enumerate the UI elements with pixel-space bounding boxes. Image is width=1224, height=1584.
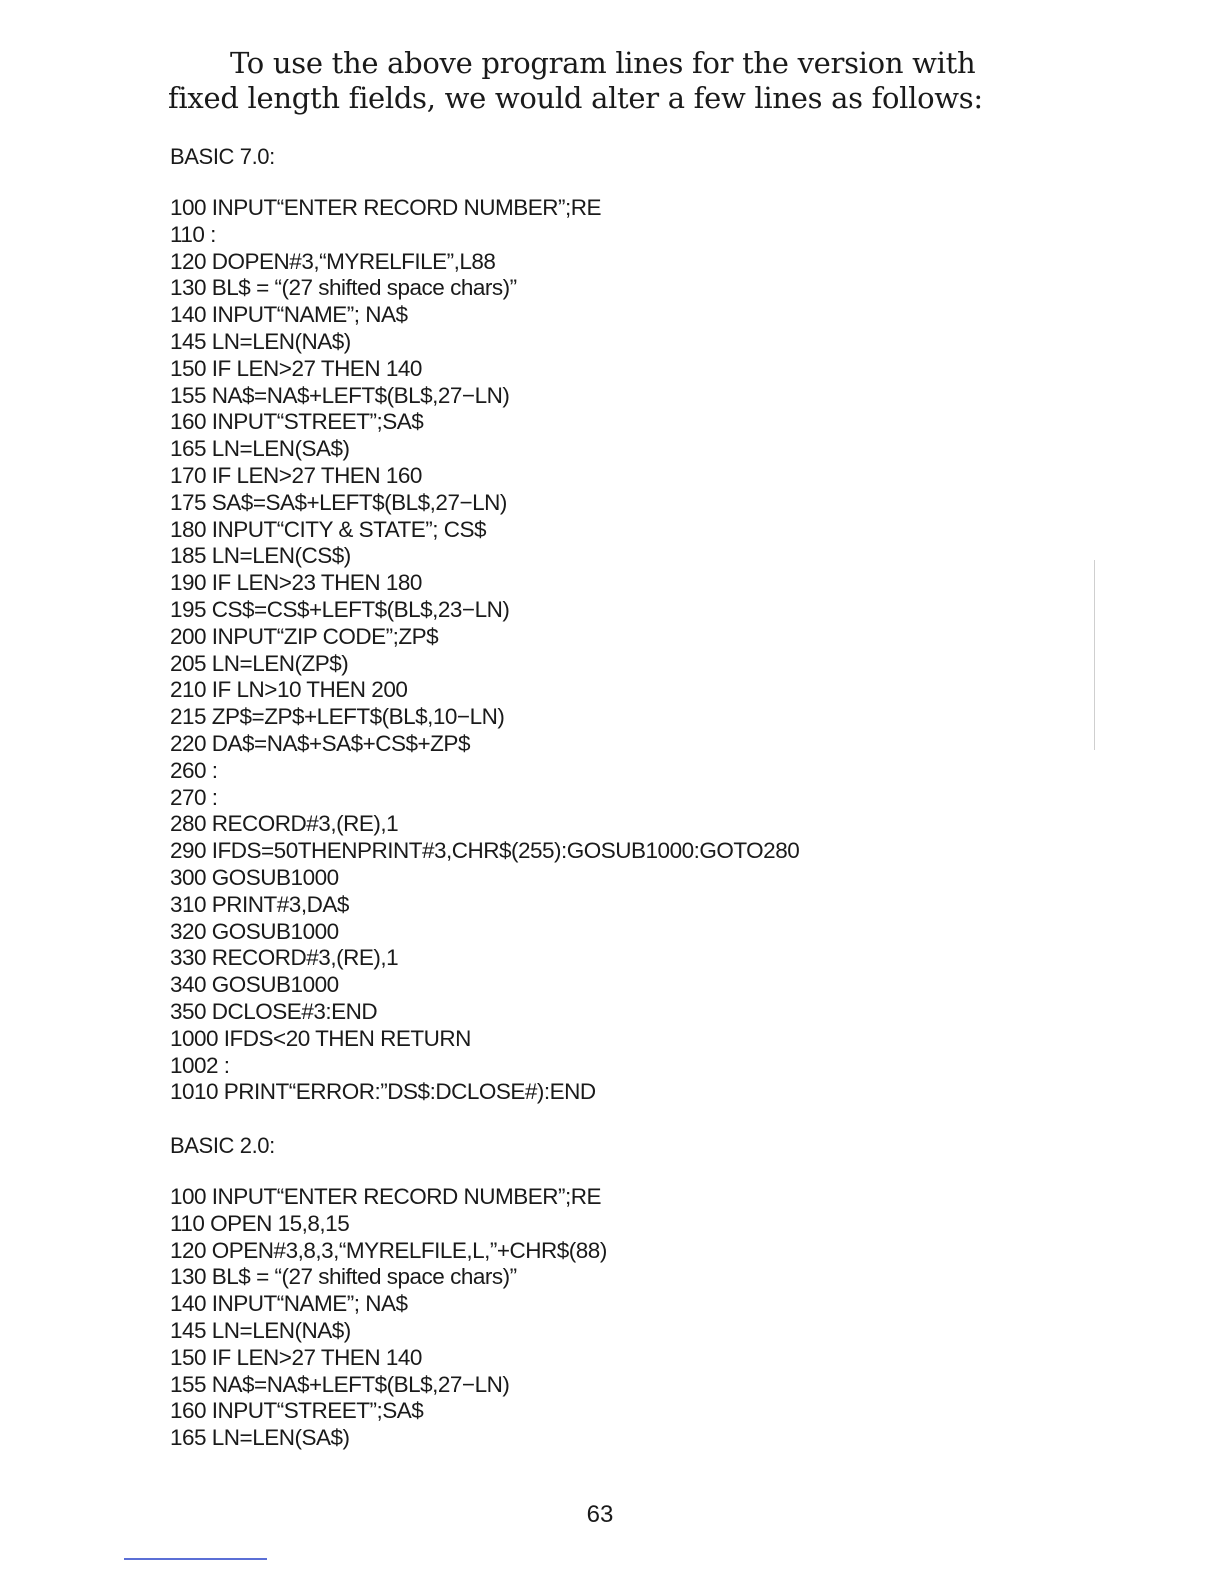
code-line: 260 : bbox=[170, 757, 218, 783]
code-line: 310 PRINT#3,DA$ bbox=[170, 891, 349, 917]
basic20-heading: BASIC 2.0: bbox=[170, 1133, 275, 1158]
code-line: 140 INPUT“NAME”; NA$ bbox=[170, 1291, 408, 1317]
code-line: 150 IF LEN>27 THEN 140 bbox=[170, 355, 422, 381]
code-line: 165 LN=LEN(SA$) bbox=[170, 1425, 350, 1451]
code-line: 190 IF LEN>23 THEN 180 bbox=[170, 570, 422, 596]
code-line: 330 RECORD#3,(RE),1 bbox=[170, 945, 399, 971]
intro-text: To use the above program lines for the version with fixed length fields, we would alter a few lines as follows: bbox=[168, 46, 983, 115]
code-line: 130 BL$ = “(27 shifted space chars)” bbox=[170, 1264, 517, 1290]
code-line: 340 GOSUB1000 bbox=[170, 972, 339, 998]
code-line: 350 DCLOSE#3:END bbox=[170, 998, 378, 1024]
intro-paragraph bbox=[168, 46, 1048, 116]
code-line: 145 LN=LEN(NA$) bbox=[170, 1317, 351, 1343]
code-line: 110 : bbox=[170, 221, 216, 247]
page-number: 63 bbox=[586, 1501, 614, 1528]
code-line: 110 OPEN 15,8,15 bbox=[170, 1210, 350, 1236]
code-line: 210 IF LN>10 THEN 200 bbox=[170, 677, 408, 703]
code-line: 130 BL$ = “(27 shifted space chars)” bbox=[170, 275, 517, 301]
code-line: 145 LN=LEN(NA$) bbox=[170, 328, 351, 354]
basic20-code-listing bbox=[170, 1184, 607, 1452]
code-line: 120 DOPEN#3,“MYRELFILE”,L88 bbox=[170, 248, 496, 274]
code-line: 160 INPUT“STREET”;SA$ bbox=[170, 1398, 424, 1424]
code-line: 1010 PRINT“ERROR:”DS$:DCLOSE#):END bbox=[170, 1079, 596, 1105]
code-line: 185 LN=LEN(CS$) bbox=[170, 543, 351, 569]
code-line: 150 IF LEN>27 THEN 140 bbox=[170, 1344, 422, 1370]
code-line: 100 INPUT“ENTER RECORD NUMBER”;RE bbox=[170, 1184, 602, 1209]
code-line: 280 RECORD#3,(RE),1 bbox=[170, 811, 399, 837]
bottom-rule bbox=[124, 1558, 267, 1560]
code-line: 140 INPUT“NAME”; NA$ bbox=[170, 302, 408, 328]
code-line: 175 SA$=SA$+LEFT$(BL$,27−LN) bbox=[170, 489, 507, 515]
code-line: 200 INPUT“ZIP CODE”;ZP$ bbox=[170, 623, 439, 649]
code-line: 155 NA$=NA$+LEFT$(BL$,27−LN) bbox=[170, 382, 510, 408]
code-line: 165 LN=LEN(SA$) bbox=[170, 436, 350, 462]
margin-scan-line bbox=[1094, 560, 1095, 750]
code-line: 160 INPUT“STREET”;SA$ bbox=[170, 409, 424, 435]
code-line: 180 INPUT“CITY & STATE”; CS$ bbox=[170, 516, 487, 542]
code-line: 205 LN=LEN(ZP$) bbox=[170, 650, 349, 676]
code-line: 1000 IFDS<20 THEN RETURN bbox=[170, 1025, 471, 1051]
code-line: 300 GOSUB1000 bbox=[170, 864, 339, 890]
code-line: 220 DA$=NA$+SA$+CS$+ZP$ bbox=[170, 730, 470, 756]
code-line: 290 IFDS=50THENPRINT#3,CHR$(255):GOSUB1000:GOTO280 bbox=[170, 838, 800, 864]
code-line: 270 : bbox=[170, 784, 218, 810]
basic70-code-listing bbox=[170, 195, 799, 1106]
code-line: 215 ZP$=ZP$+LEFT$(BL$,10−LN) bbox=[170, 704, 505, 730]
code-line: 100 INPUT“ENTER RECORD NUMBER”;RE bbox=[170, 195, 602, 220]
code-line: 120 OPEN#3,8,3,“MYRELFILE,L,”+CHR$(88) bbox=[170, 1237, 607, 1263]
code-line: 320 GOSUB1000 bbox=[170, 918, 339, 944]
basic70-heading: BASIC 7.0: bbox=[170, 144, 275, 169]
code-line: 155 NA$=NA$+LEFT$(BL$,27−LN) bbox=[170, 1371, 510, 1397]
code-line: 1002 : bbox=[170, 1052, 230, 1078]
code-line: 195 CS$=CS$+LEFT$(BL$,23−LN) bbox=[170, 596, 510, 622]
code-line: 170 IF LEN>27 THEN 160 bbox=[170, 462, 422, 488]
